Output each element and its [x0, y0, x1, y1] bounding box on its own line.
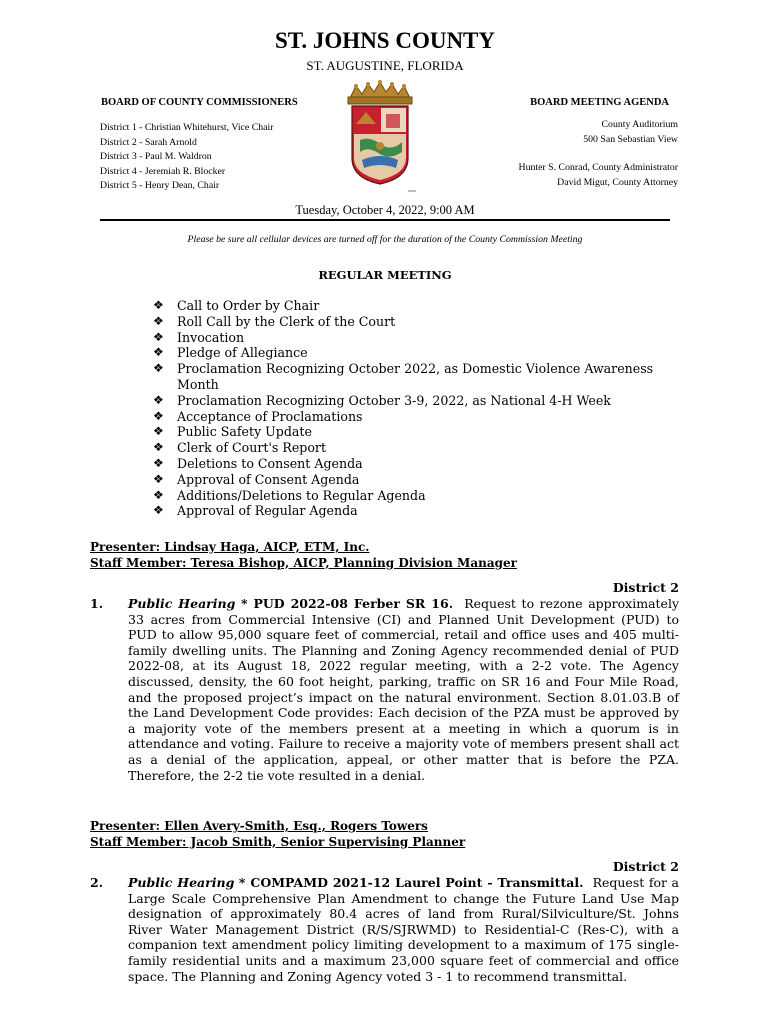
- district-line: District 5 - Henry Dean, Chair: [100, 180, 220, 192]
- district-line: District 4 - Jeremiah R. Blocker: [100, 165, 226, 177]
- opening-agenda-list: [153, 298, 673, 519]
- diamond-bullet-icon: ❖: [153, 361, 164, 376]
- list-item-label: Additions/Deletions to Regular Agenda: [177, 487, 426, 503]
- list-item-label: Deletions to Consent Agenda: [177, 455, 363, 471]
- list-item-label: Call to Order by Chair: [177, 298, 320, 313]
- list-item: [153, 314, 673, 330]
- item-title: * COMPAMD 2021-12 Laurel Point - Transmittal.: [238, 875, 584, 890]
- list-item: [153, 393, 673, 409]
- list-item-label: Approval of Regular Agenda: [177, 503, 358, 519]
- list-item-label: Invocation: [177, 329, 245, 345]
- list-item-label: Clerk of Court's Report: [177, 440, 327, 456]
- meeting-date: Tuesday, October 4, 2022, 9:00 AM: [295, 203, 475, 217]
- list-item: [153, 503, 673, 519]
- list-item-label: Pledge of Allegiance: [177, 345, 308, 361]
- county-seal: [336, 80, 424, 198]
- county-officials: [519, 161, 678, 190]
- board-label: BOARD OF COUNTY COMMISSIONERS: [101, 97, 298, 108]
- section-heading: REGULAR MEETING: [318, 268, 452, 282]
- item-1-number: 1.: [90, 596, 104, 611]
- list-item-label: Roll Call by the Clerk of the Court: [177, 313, 396, 329]
- list-item-label: Approval of Consent Agenda: [177, 471, 360, 487]
- item-body: Request to rezone approximately 33 acres from Commercial Intensive (CI) and Planned Unit Development (PUD) to PUD to allow 95,000 square feet of commercial, retail and office uses and 405 multi-family dwelling units. The Planning and Zoning Agency recommended denial of PUD 2022-08, at its August 18, 2022 regular meeting, with a 2-2 vote. The Agency discussed, density, the 60 foot height, parking, traffic on SR 16 and Four Mile Road, and the proposed project’s impact on the natural environment. Section 8.01.03.B of the Land Development Code provides: Each decision of the PZA must be approved by a majority vote of the members present at a meeting in which a quorum is in attendance and voting. Failure to receive a majority vote of members present shall act as a denial of the application, appeal, or other matter that is before the PZA. Therefore, the 2-2 tie vote resulted in a denial.: [128, 596, 680, 783]
- diamond-bullet-icon: ❖: [153, 503, 164, 518]
- staff-member-line: Staff Member: Jacob Smith, Senior Supervising Planner: [90, 834, 466, 849]
- diamond-bullet-icon: ❖: [153, 408, 164, 423]
- item-2-district: District 2: [612, 859, 679, 874]
- meeting-location: [583, 118, 678, 147]
- item-1-presenter-block: [90, 540, 517, 571]
- list-item: [153, 488, 673, 504]
- list-item: [153, 472, 673, 488]
- public-hearing-label: Public Hearing: [128, 596, 236, 611]
- diamond-bullet-icon: ❖: [153, 487, 164, 502]
- list-item: [153, 440, 673, 456]
- page-subtitle: ST. AUGUSTINE, FLORIDA: [306, 58, 464, 73]
- list-item-label: Acceptance of Proclamations: [177, 408, 363, 424]
- list-item-label: Proclamation Recognizing October 2022, as Domestic Violence Awareness Month: [177, 361, 654, 392]
- location-line: County Auditorium: [601, 119, 678, 130]
- diamond-bullet-icon: ❖: [153, 298, 164, 312]
- staff-member-line: Staff Member: Teresa Bishop, AICP, Planning Division Manager: [90, 555, 517, 570]
- item-2-presenter-block: [90, 819, 465, 850]
- page-title: ST. JOHNS COUNTY: [274, 28, 496, 53]
- list-item-label: Public Safety Update: [177, 424, 312, 440]
- item-2-description: [128, 875, 679, 984]
- list-item: [153, 409, 673, 425]
- item-1-district: District 2: [612, 580, 679, 595]
- diamond-bullet-icon: ❖: [153, 424, 164, 439]
- official-line: Hunter S. Conrad, County Administrator: [518, 162, 678, 173]
- official-line: David Migut, County Attorney: [557, 176, 678, 188]
- list-item: [153, 345, 673, 361]
- item-1-description: [128, 596, 679, 783]
- diamond-bullet-icon: ❖: [153, 455, 164, 470]
- presenter-line: Presenter: Ellen Avery-Smith, Esq., Rogers Towers: [90, 819, 428, 833]
- list-item: [153, 361, 673, 393]
- list-item: [153, 424, 673, 440]
- presenter-line: Presenter: Lindsay Haga, AICP, ETM, Inc.: [90, 540, 370, 554]
- item-body: Request for a Large Scale Comprehensive Plan Amendment to change the Future Land Use Map designation of approximately 80.4 acres of land from Rural/Silviculture/St. Johns River Water Management District (R/S/SJRWMD) to Residential-C (Res-C), with a companion text amendment policy limiting development to a maximum of 175 single-family residential units and a maximum 23,000 square feet of commercial and office space. The Planning and Zoning Agency voted 3 - 1 to recommend transmittal.: [128, 875, 679, 984]
- district-line: District 1 - Christian Whitehurst, Vice Chair: [100, 122, 274, 133]
- agenda-label: BOARD MEETING AGENDA: [530, 97, 669, 108]
- list-item: [153, 298, 673, 314]
- item-2-number: 2.: [90, 875, 104, 890]
- public-hearing-label: Public Hearing: [128, 875, 235, 890]
- diamond-bullet-icon: ❖: [153, 440, 164, 455]
- district-line: District 2 - Sarah Arnold: [100, 136, 197, 148]
- cellphone-notice: Please be sure all cellular devices are turned off for the duration of the County Commission Meeting: [187, 234, 583, 245]
- diamond-bullet-icon: ❖: [153, 313, 164, 328]
- district-list: [100, 121, 273, 194]
- diamond-bullet-icon: ❖: [153, 345, 164, 360]
- header-divider: [100, 219, 670, 221]
- diamond-bullet-icon: ❖: [153, 392, 164, 407]
- list-item: [153, 330, 673, 346]
- list-item: [153, 456, 673, 472]
- district-line: District 3 - Paul M. Waldron: [100, 151, 212, 163]
- item-title: * PUD 2022-08 Ferber SR 16.: [240, 596, 454, 611]
- county-seal-icon: [336, 80, 424, 198]
- diamond-bullet-icon: ❖: [153, 329, 164, 344]
- diamond-bullet-icon: ❖: [153, 471, 164, 486]
- location-line: 500 San Sebastian View: [583, 133, 678, 145]
- list-item-label: Proclamation Recognizing October 3-9, 2022, as National 4-H Week: [177, 392, 611, 408]
